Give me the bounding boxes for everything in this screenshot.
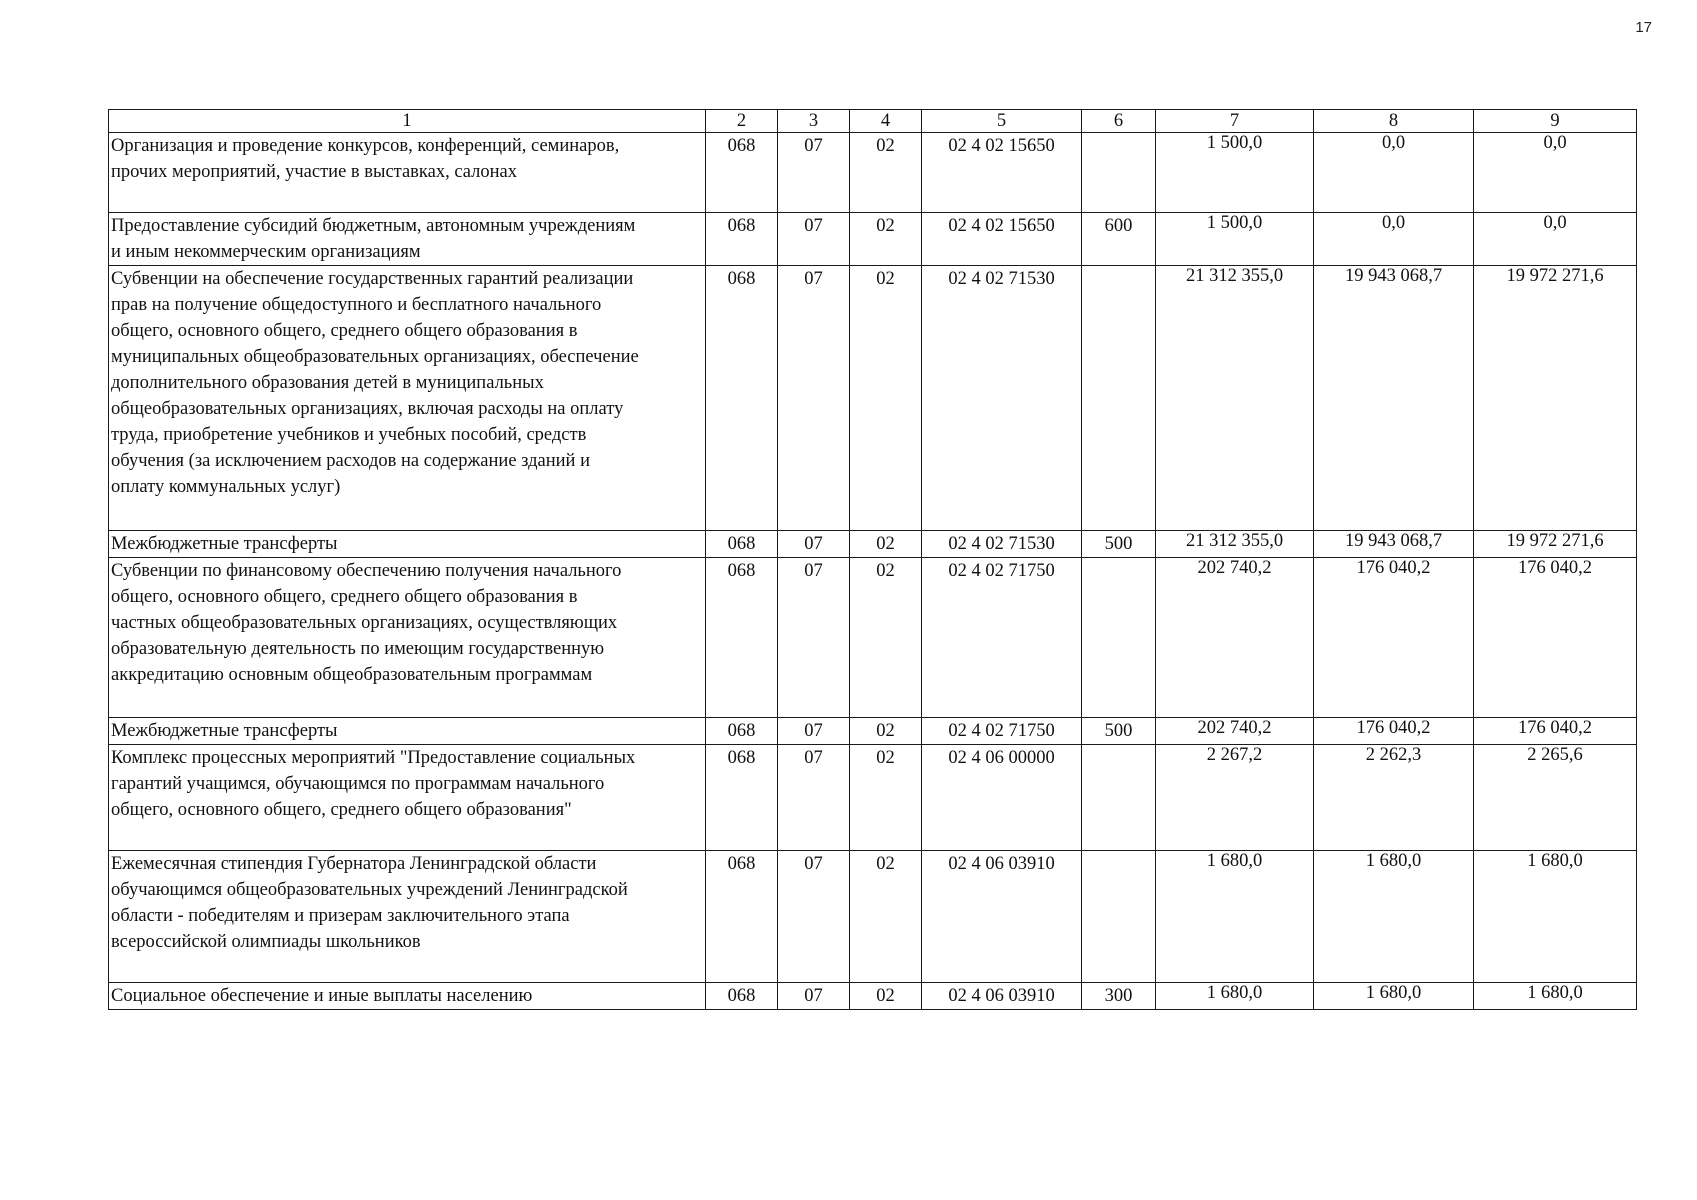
amount-col-9-cell [1474, 213, 1637, 266]
table-body [109, 133, 1637, 1010]
description-line: общего, основного общего, среднего общего образования" [111, 800, 572, 820]
amount-col-7-value: 202 740,2 [1197, 718, 1272, 738]
amount-col-8-cell [1314, 983, 1474, 1010]
target-article-value: 02 4 02 71750 [948, 721, 1055, 741]
amount-col-8-cell [1314, 558, 1474, 718]
column-header-7: 7 [1156, 110, 1314, 133]
row-description [109, 133, 706, 213]
expense-type-cell [1082, 851, 1156, 983]
description-line: Социальное обеспечение и иные выплаты населению [111, 986, 533, 1006]
amount-col-8-cell [1314, 745, 1474, 851]
target-article-value: 02 4 06 03910 [948, 986, 1055, 1006]
amount-col-7-cell [1156, 718, 1314, 745]
amount-col-7-value: 21 312 355,0 [1185, 531, 1284, 551]
admin-code-cell [706, 745, 778, 851]
amount-col-8-value: 19 943 068,7 [1344, 266, 1443, 286]
amount-col-7-cell [1156, 531, 1314, 558]
expense-type-cell [1082, 266, 1156, 531]
amount-col-7-cell [1156, 133, 1314, 213]
amount-col-8-cell [1314, 133, 1474, 213]
admin-code-value: 068 [727, 561, 756, 581]
section-cell [778, 558, 850, 718]
target-article-value: 02 4 02 71530 [948, 534, 1055, 554]
section-value: 07 [804, 748, 823, 768]
expense-type-cell [1082, 213, 1156, 266]
amount-col-9-cell [1474, 745, 1637, 851]
column-header-8: 8 [1314, 110, 1474, 133]
amount-col-8-cell [1314, 851, 1474, 983]
description-line: гарантий учащимся, обучающимся по программам начального [111, 774, 605, 794]
amount-col-7-value: 2 267,2 [1206, 745, 1263, 765]
amount-col-8-value: 1 680,0 [1365, 851, 1422, 871]
table-row [109, 745, 1637, 851]
amount-col-8-cell [1314, 531, 1474, 558]
table-row [109, 851, 1637, 983]
column-header-2: 2 [706, 110, 778, 133]
admin-code-cell [706, 983, 778, 1010]
table-row [109, 266, 1637, 531]
description-line: общеобразовательных организациях, включая расходы на оплату [111, 399, 624, 419]
section-value: 07 [804, 721, 823, 741]
subsection-cell [850, 531, 922, 558]
description-line: Ежемесячная стипендия Губернатора Ленинградской области [111, 854, 597, 874]
table-row [109, 983, 1637, 1010]
table-row [109, 213, 1637, 266]
amount-col-9-value: 19 972 271,6 [1506, 531, 1604, 551]
admin-code-value: 068 [727, 986, 756, 1006]
expense-type-cell [1082, 983, 1156, 1010]
target-article-cell [922, 266, 1082, 531]
description-line: прочих мероприятий, участие в выставках, салонах [111, 162, 517, 182]
admin-code-cell [706, 851, 778, 983]
section-value: 07 [804, 534, 823, 554]
target-article-cell [922, 531, 1082, 558]
subsection-value: 02 [876, 534, 895, 554]
description-line: всероссийской олимпиады школьников [111, 932, 421, 952]
subsection-value: 02 [876, 721, 895, 741]
description-line: Межбюджетные трансферты [111, 721, 338, 741]
section-cell [778, 718, 850, 745]
admin-code-cell [706, 558, 778, 718]
subsection-cell [850, 213, 922, 266]
row-description [109, 983, 706, 1010]
amount-col-9-value: 19 972 271,6 [1506, 266, 1604, 286]
amount-col-7-cell [1156, 851, 1314, 983]
subsection-cell [850, 851, 922, 983]
amount-col-7-value: 1 680,0 [1206, 983, 1263, 1003]
table-row [109, 133, 1637, 213]
amount-col-9-value: 0,0 [1543, 133, 1567, 153]
expense-type-cell [1082, 531, 1156, 558]
description-line: Предоставление субсидий бюджетным, автономным учреждениям [111, 216, 636, 236]
section-value: 07 [804, 269, 823, 289]
description-line: области - победителям и призерам заключительного этапа [111, 906, 570, 926]
description-line: оплату коммунальных услуг) [111, 477, 341, 497]
row-description [109, 851, 706, 983]
amount-col-9-cell [1474, 718, 1637, 745]
target-article-value: 02 4 06 03910 [948, 854, 1055, 874]
column-header-5: 5 [922, 110, 1082, 133]
target-article-cell [922, 745, 1082, 851]
subsection-cell [850, 745, 922, 851]
admin-code-cell [706, 718, 778, 745]
subsection-value: 02 [876, 986, 895, 1006]
target-article-cell [922, 213, 1082, 266]
amount-col-8-value: 176 040,2 [1356, 718, 1431, 738]
expense-type-value: 600 [1104, 216, 1133, 236]
subsection-cell [850, 558, 922, 718]
table-row [109, 558, 1637, 718]
subsection-cell [850, 266, 922, 531]
amount-col-9-cell [1474, 851, 1637, 983]
table-row [109, 531, 1637, 558]
description-line: образовательную деятельность по имеющим государственную [111, 639, 605, 659]
amount-col-9-value: 0,0 [1543, 213, 1567, 233]
amount-col-7-value: 202 740,2 [1197, 558, 1272, 578]
subsection-cell [850, 718, 922, 745]
target-article-cell [922, 983, 1082, 1010]
column-header-3: 3 [778, 110, 850, 133]
column-header-4: 4 [850, 110, 922, 133]
admin-code-value: 068 [727, 721, 756, 741]
amount-col-7-cell [1156, 213, 1314, 266]
amount-col-9-value: 2 265,6 [1527, 745, 1583, 765]
amount-col-7-cell [1156, 745, 1314, 851]
subsection-cell [850, 133, 922, 213]
section-cell [778, 851, 850, 983]
target-article-cell [922, 558, 1082, 718]
amount-col-9-value: 1 680,0 [1527, 851, 1583, 871]
admin-code-cell [706, 266, 778, 531]
description-line: обучения (за исключением расходов на содержание зданий и [111, 451, 590, 471]
amount-col-9-cell [1474, 558, 1637, 718]
amount-col-9-value: 176 040,2 [1518, 718, 1592, 738]
row-description [109, 213, 706, 266]
admin-code-value: 068 [727, 534, 756, 554]
row-description [109, 558, 706, 718]
section-value: 07 [804, 986, 823, 1006]
amount-col-7-value: 21 312 355,0 [1185, 266, 1284, 286]
budget-table [108, 109, 1637, 1010]
description-line: обучающимся общеобразовательных учреждений Ленинградской [111, 880, 628, 900]
expense-type-value: 300 [1104, 986, 1133, 1006]
target-article-value: 02 4 02 15650 [948, 136, 1055, 156]
description-line: и иным некоммерческим организациям [111, 242, 421, 262]
target-article-value: 02 4 02 15650 [948, 216, 1055, 236]
target-article-value: 02 4 02 71530 [948, 269, 1055, 289]
amount-col-8-value: 19 943 068,7 [1344, 531, 1443, 551]
admin-code-value: 068 [727, 854, 756, 874]
amount-col-9-cell [1474, 133, 1637, 213]
row-description [109, 745, 706, 851]
subsection-value: 02 [876, 136, 895, 156]
amount-col-7-cell [1156, 558, 1314, 718]
section-cell [778, 745, 850, 851]
target-article-cell [922, 718, 1082, 745]
section-value: 07 [804, 136, 823, 156]
section-cell [778, 213, 850, 266]
section-cell [778, 983, 850, 1010]
admin-code-cell [706, 133, 778, 213]
description-line: частных общеобразовательных организациях, осуществляющих [111, 613, 618, 633]
description-line: дополнительного образования детей в муниципальных [111, 373, 544, 393]
expense-type-cell [1082, 745, 1156, 851]
amount-col-9-value: 1 680,0 [1527, 983, 1583, 1003]
amount-col-8-cell [1314, 213, 1474, 266]
amount-col-7-value: 1 500,0 [1206, 213, 1263, 233]
description-line: Организация и проведение конкурсов, конференций, семинаров, [111, 136, 620, 156]
column-header-1: 1 [109, 110, 706, 133]
amount-col-8-value: 0,0 [1381, 213, 1406, 233]
amount-col-9-value: 176 040,2 [1518, 558, 1592, 578]
expense-type-value: 500 [1104, 721, 1133, 741]
admin-code-cell [706, 531, 778, 558]
subsection-value: 02 [876, 561, 895, 581]
description-line: Субвенции на обеспечение государственных гарантий реализации [111, 269, 634, 289]
description-line: прав на получение общедоступного и бесплатного начального [111, 295, 602, 315]
admin-code-cell [706, 213, 778, 266]
description-line: Межбюджетные трансферты [111, 534, 338, 554]
table-row [109, 718, 1637, 745]
row-description [109, 718, 706, 745]
admin-code-value: 068 [727, 136, 756, 156]
amount-col-8-value: 0,0 [1381, 133, 1406, 153]
description-line: труда, приобретение учебников и учебных пособий, средств [111, 425, 587, 445]
section-cell [778, 531, 850, 558]
description-line: аккредитацию основным общеобразовательным программам [111, 665, 593, 685]
amount-col-9-cell [1474, 531, 1637, 558]
amount-col-9-cell [1474, 266, 1637, 531]
amount-col-7-cell [1156, 266, 1314, 531]
row-description [109, 266, 706, 531]
description-line: Субвенции по финансовому обеспечению получения начального [111, 561, 622, 581]
section-value: 07 [804, 216, 823, 236]
section-cell [778, 133, 850, 213]
target-article-cell [922, 851, 1082, 983]
row-description [109, 531, 706, 558]
amount-col-7-value: 1 500,0 [1206, 133, 1263, 153]
admin-code-value: 068 [727, 748, 756, 768]
subsection-value: 02 [876, 748, 895, 768]
expense-type-cell [1082, 133, 1156, 213]
target-article-value: 02 4 02 71750 [948, 561, 1055, 581]
target-article-cell [922, 133, 1082, 213]
section-value: 07 [804, 854, 823, 874]
section-cell [778, 266, 850, 531]
expense-type-value: 500 [1104, 534, 1133, 554]
expense-type-cell [1082, 718, 1156, 745]
amount-col-7-value: 1 680,0 [1206, 851, 1263, 871]
amount-col-8-value: 176 040,2 [1356, 558, 1431, 578]
description-line: общего, основного общего, среднего общего образования в [111, 321, 578, 341]
column-header-9: 9 [1474, 110, 1637, 133]
page-number: 17 [1635, 19, 1652, 36]
subsection-value: 02 [876, 216, 895, 236]
description-line: общего, основного общего, среднего общего образования в [111, 587, 578, 607]
amount-col-8-value: 2 262,3 [1365, 745, 1422, 765]
admin-code-value: 068 [727, 216, 756, 236]
expense-type-cell [1082, 558, 1156, 718]
amount-col-8-cell [1314, 266, 1474, 531]
amount-col-7-cell [1156, 983, 1314, 1010]
column-header-6: 6 [1082, 110, 1156, 133]
subsection-value: 02 [876, 269, 895, 289]
target-article-value: 02 4 06 00000 [948, 748, 1055, 768]
section-value: 07 [804, 561, 823, 581]
description-line: муниципальных общеобразовательных организациях, обеспечение [111, 347, 639, 367]
admin-code-value: 068 [727, 269, 756, 289]
amount-col-9-cell [1474, 983, 1637, 1010]
amount-col-8-value: 1 680,0 [1365, 983, 1422, 1003]
amount-col-8-cell [1314, 718, 1474, 745]
subsection-value: 02 [876, 854, 895, 874]
description-line: Комплекс процессных мероприятий "Предоставление социальных [111, 748, 636, 768]
subsection-cell [850, 983, 922, 1010]
